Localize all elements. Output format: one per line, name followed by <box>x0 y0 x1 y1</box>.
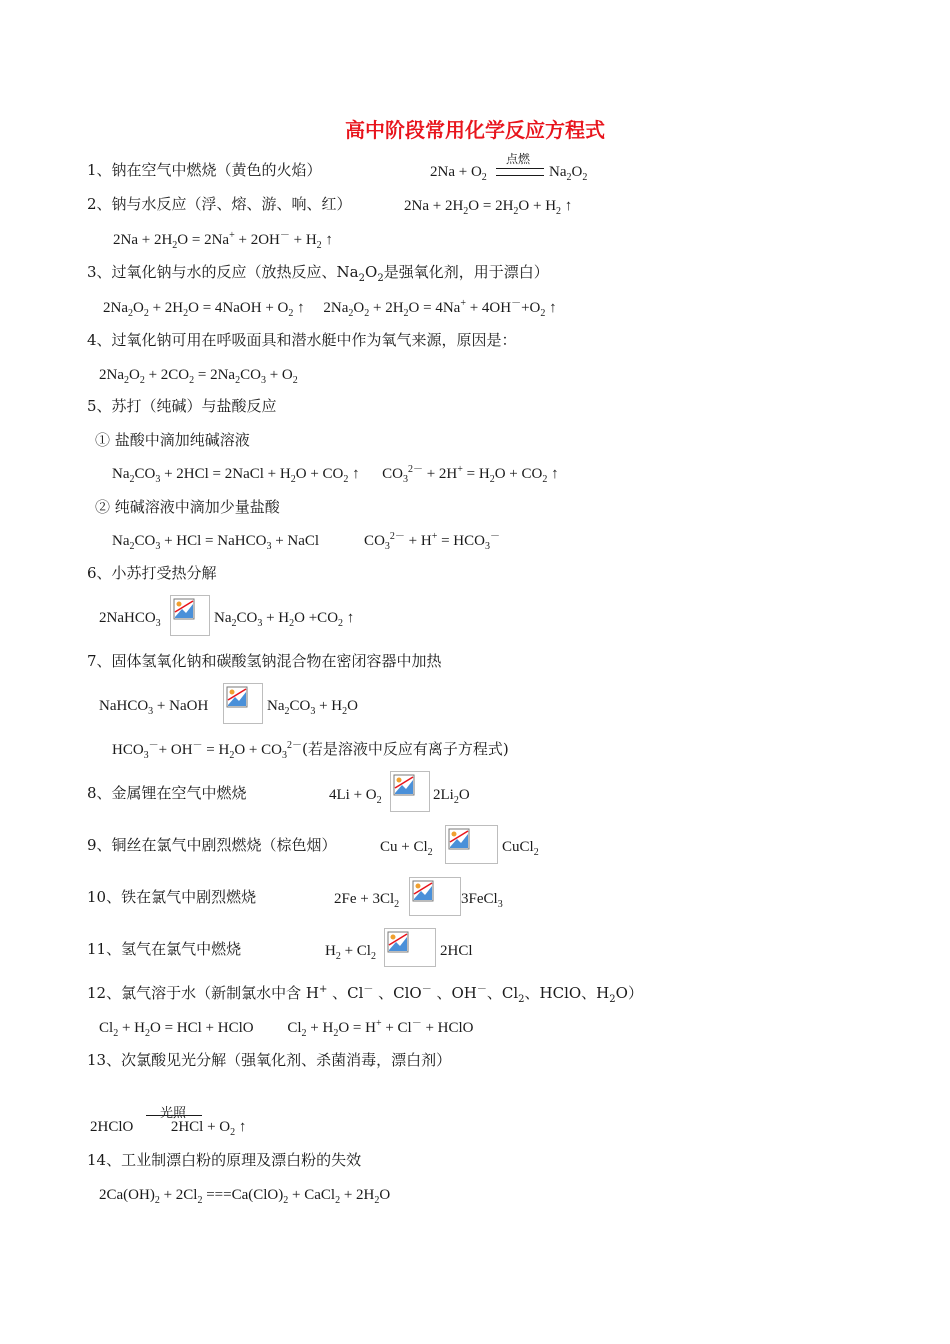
item-2-label: 2、钠与水反应（浮、熔、游、响、红） <box>87 195 352 213</box>
page-title: 高中阶段常用化学反应方程式 <box>345 118 605 142</box>
item-6-product: $Na_2CO_3 + H_2O +CO_2$ ↑ <box>214 610 355 629</box>
broken-image-icon <box>390 771 430 812</box>
item-10-reactant: $2Fe + 3Cl_2$ <box>334 891 400 910</box>
item-1-product: $Na_2O_2$ <box>549 164 588 183</box>
arrow-line <box>146 1115 202 1116</box>
item-5-label: 5、苏打（纯碱）与盐酸反应 <box>87 397 277 415</box>
item-6-reactant: 2NaHCO$_3$ <box>99 610 161 629</box>
item-4-equation: $2Na_2O_2 + 2CO_2 = 2Na_2CO_3 + O_2$ <box>99 367 298 386</box>
broken-image-icon <box>170 595 210 636</box>
item-1-condition: 点燃 <box>506 152 531 166</box>
item-5b-equation: $Na_2CO_3$ + HCl = NaHCO$_3$ + NaCl $CO_3^{2-} + H^+ = HCO_3^-$ <box>112 531 500 552</box>
item-9-product: CuCl$_2$ <box>502 839 539 858</box>
item-8-label: 8、金属锂在空气中燃烧 <box>87 784 247 802</box>
item-10-product: 3FeCl$_3$ <box>461 891 503 910</box>
item-9-reactant: $Cu + Cl_2$ <box>380 839 433 858</box>
item-11-reactant: $H_2 + Cl_2$ <box>325 943 376 962</box>
item-11-label: 11、氢气在氯气中燃烧 <box>87 940 242 958</box>
item-1-equation: $2Na + O_2$ <box>430 164 487 183</box>
item-13-equation: 2HClO $2HCl + O_2$ ↑ <box>90 1119 247 1138</box>
item-5a-label: ① 盐酸中滴加纯碱溶液 <box>95 431 250 449</box>
item-1-label: 1、钠在空气中燃烧（黄色的火焰） <box>87 161 322 179</box>
item-3-label: 3、过氧化钠与水的反应（放热反应、$Na_2O_2$是强氧化剂，用于漂白） <box>87 263 549 284</box>
equals-arrow <box>496 168 544 176</box>
item-4-label: 4、过氧化钠可用在呼吸面具和潜水艇中作为氧气来源，原因是： <box>87 331 517 349</box>
item-8-product: $2Li_2O$ <box>433 787 470 806</box>
item-7-ionic-equation: $HCO_3^-+ OH^- = H_2O + CO_3^{2-}$(若是溶液中反应有离子方程式) <box>112 740 509 761</box>
item-13-label: 13、次氯酸见光分解（强氧化剂、杀菌消毒，漂白剂） <box>87 1051 452 1069</box>
item-14-label: 14、工业制漂白粉的原理及漂白粉的失效 <box>87 1151 362 1169</box>
item-6-label: 6、小苏打受热分解 <box>87 564 217 582</box>
item-10-label: 10、铁在氯气中剧烈燃烧 <box>87 888 257 906</box>
item-7-product: $Na_2CO_3 + H_2O$ <box>267 698 358 717</box>
item-2-equation: $2Na + 2H_2O = 2H_2O + H_2$ ↑ <box>404 198 573 217</box>
broken-image-icon <box>384 928 436 967</box>
item-2-ionic-equation: $2Na + 2H_2O = 2Na^+ + 2OH^- + H_2$ ↑ <box>113 230 333 251</box>
item-5b-label: ② 纯碱溶液中滴加少量盐酸 <box>95 498 280 516</box>
item-12-equation: $Cl_2 + H_2O$ = HCl + HClO $Cl_2 + H_2O = H^+ + Cl^-$ + HClO <box>99 1018 474 1039</box>
item-7-label: 7、固体氢氧化钠和碳酸氢钠混合物在密闭容器中加热 <box>87 652 442 670</box>
item-3-equation: $2Na_2O_2 + 2H_2O$ = 4NaOH + $O_2$ ↑ $2Na_2O_2 + 2H_2O = 4Na^+ + 4OH^-+O_2$ ↑ <box>103 298 557 319</box>
item-11-product: 2HCl <box>440 943 473 959</box>
broken-image-icon <box>409 877 461 916</box>
item-5a-equation: $Na_2CO_3 + 2HCl$ = 2NaCl + $H_2O + CO_2$ ↑ $CO_3^{2-} + 2H^+ = H_2O + CO_2$ ↑ <box>112 464 559 485</box>
item-12-label: 12、氯气溶于水（新制氯水中含 H+ 、Cl－ 、ClO－ 、OH－、$Cl_2$、HClO、$H_2O$） <box>87 984 643 1005</box>
item-9-label: 9、铜丝在氯气中剧烈燃烧（棕色烟） <box>87 836 337 854</box>
item-13-condition: 光照 <box>160 1106 187 1121</box>
broken-image-icon <box>445 825 498 864</box>
item-14-equation: $2Ca(OH)_2 + 2Cl_2 ===Ca(ClO)_2$ + CaCl$_2$ + $2H_2O$ <box>99 1187 391 1206</box>
item-7-reactant: NaHCO$_3$ + NaOH <box>99 698 209 717</box>
item-8-reactant: $4Li + O_2$ <box>329 787 382 806</box>
broken-image-icon <box>223 683 263 724</box>
